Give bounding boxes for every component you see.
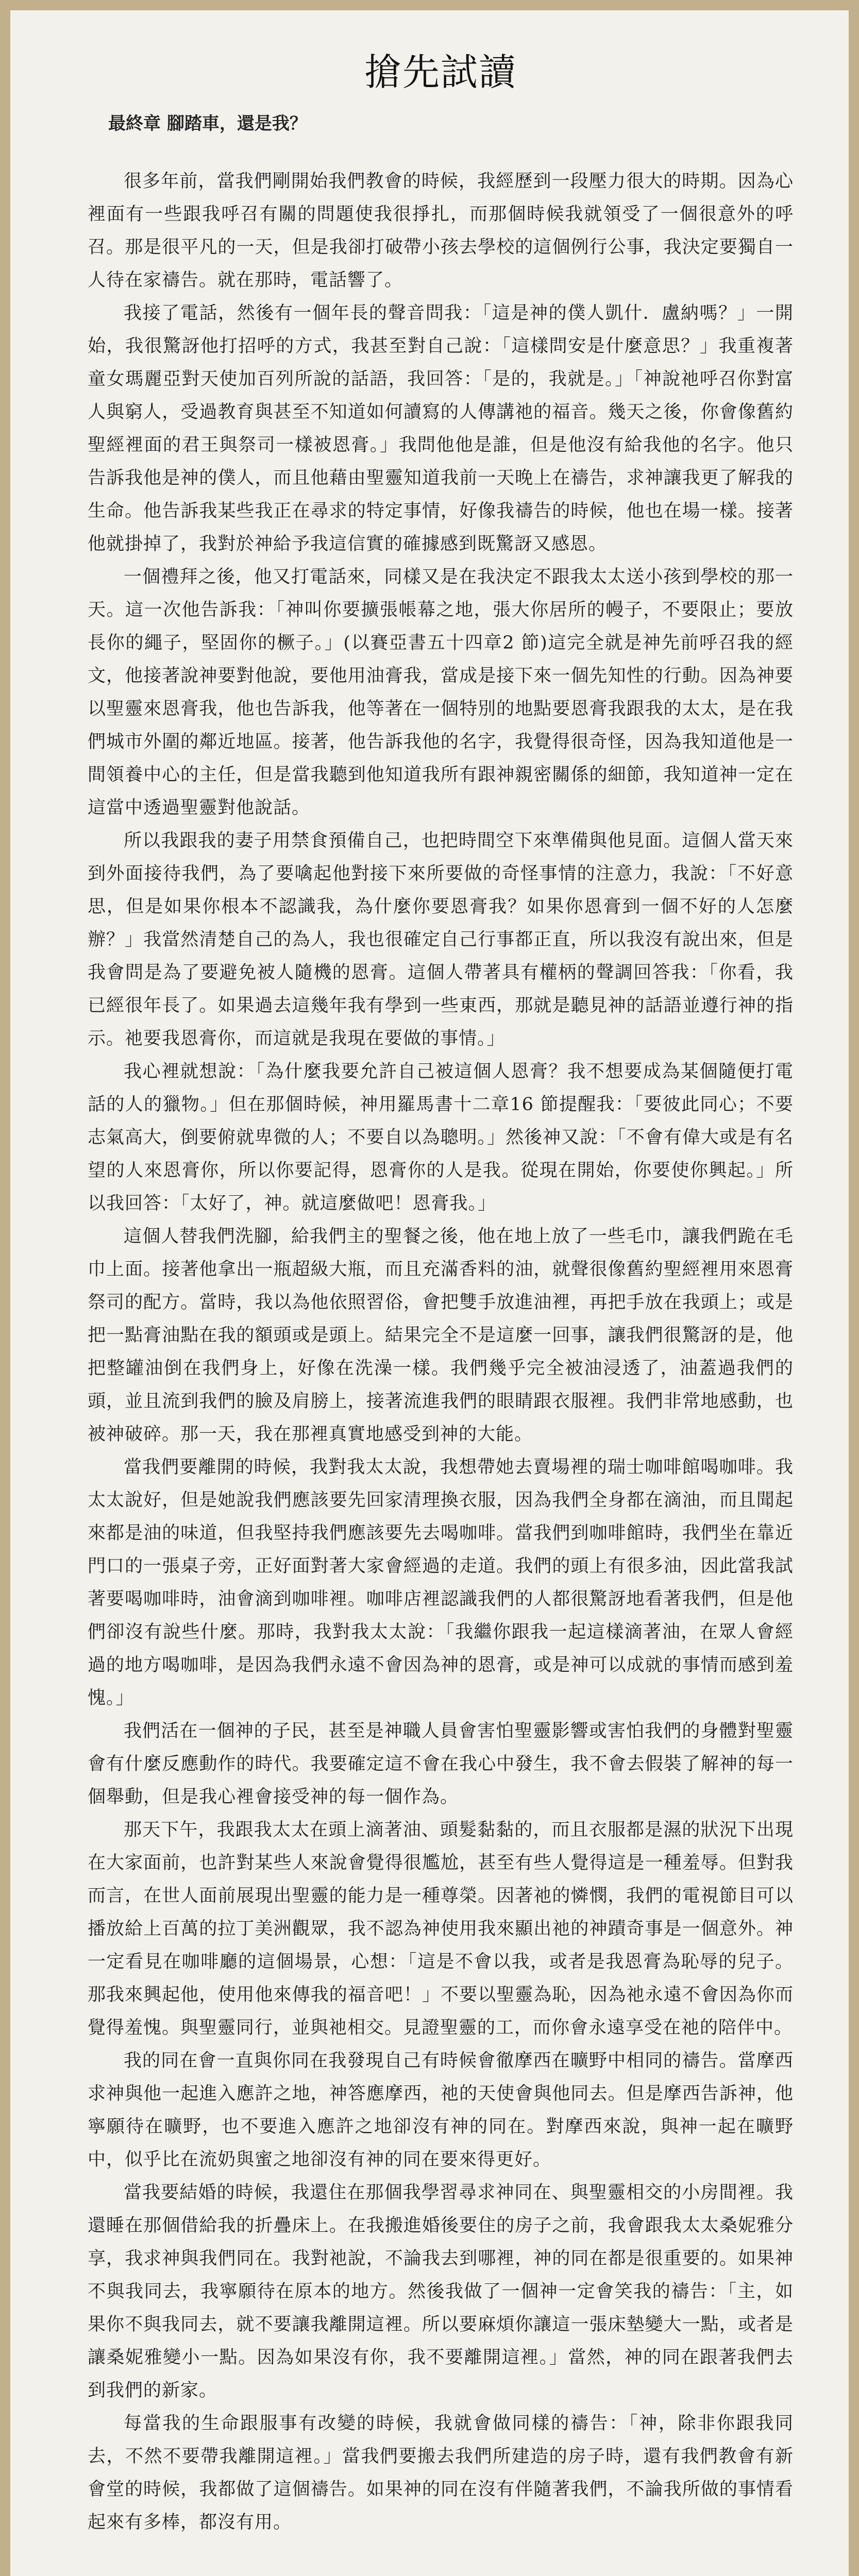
body-text	[88, 165, 794, 2539]
paragraph: 這個人替我們洗腳，給我們主的聖餐之後，他在地上放了一些毛巾，讓我們跪在毛巾上面。接著他拿出一瓶超級大瓶，而且充滿香料的油，就聲很像舊約聖經裡用來恩膏祭司的配方。當時，我以為他依照習俗，會把雙手放進油裡，再把手放在我頭上；或是把一點膏油點在我的額頭或是頭上。結果完全不是這麼一回事，讓我們很驚訝的是，他把整罐油倒在我們身上，好像在洗澡一樣。我們幾乎完全被油浸透了，油蓋過我們的頭，並且流到我們的臉及肩膀上，接著流進我們的眼睛跟衣服裡。我們非常地感動，也被神破碎。那一天，我在那裡真實地感受到神的大能。	[88, 1226, 794, 1445]
paragraph: 我接了電話，然後有一個年長的聲音問我：「這是神的僕人凱什．盧納嗎？」一開始，我很驚訝他打招呼的方式，我甚至對自己說：「這樣問安是什麼意思？」我重複著童女瑪麗亞對天使加百列所說的話語，我回答：「是的，我就是。」「神說祂呼召你對富人與窮人，受過教育與甚至不知道如何讀寫的人傳講祂的福音。幾天之後，你會像舊約聖經裡面的君王與祭司一樣被恩膏。」我問他他是誰，但是他沒有給我他的名字。他只告訴我他是神的僕人，而且他藉由聖靈知道我前一天晚上在禱告，求神讓我更了解我的生命。他告訴我某些我正在尋求的特定事情，好像我禱告的時候，他也在場一樣。接著他就掛掉了，我對於神給予我這信實的確據感到既驚訝又感恩。	[88, 303, 794, 554]
chapter-heading: 最終章 腳踏車，還是我？	[108, 113, 307, 134]
page-title: 搶先試讀	[364, 50, 517, 94]
paragraph: 當我們要離開的時候，我對我太太說，我想帶她去賣場裡的瑞士咖啡館喝咖啡。我太太說好，但是她說我們應該要先回家清理換衣服，因為我們全身都在滴油，而且聞起來都是油的味道，但我堅持我們應該要先去喝咖啡。當我們到咖啡館時，我們坐在靠近門口的一張桌子旁，正好面對著大家會經過的走道。我們的頭上有很多油，因此當我試著要喝咖啡時，油會滴到咖啡裡。咖啡店裡認識我們的人都很驚訝地看著我們，但是他們卻沒有說些什麼。那時，我對我太太說：「我繼你跟我一起這樣滴著油，在眾人會經過的地方喝咖啡，是因為我們永遠不會因為神的恩膏，或是神可以成就的事情而感到羞愧。」	[88, 1457, 794, 1708]
paragraph: 每當我的生命跟服事有改變的時候，我就會做同樣的禱告：「神，除非你跟我同去，不然不要帶我離開這裡。」當我們要搬去我們所建造的房子時，還有我們教會有新會堂的時候，我都做了這個禱告。如果神的同在沒有伴隨著我們，不論我所做的事情看起來有多棒，都沒有用。	[88, 2413, 794, 2533]
paragraph: 我的同在會一直與你同在我發現自己有時候會徹摩西在曠野中相同的禱告。當摩西求神與他一起進入應許之地，神答應摩西，祂的天使會與他同去。但是摩西告訴神，他寧願待在曠野，也不要進入應許之地卻沒有神的同在。對摩西來說，與神一起在曠野中，似乎比在流奶與蜜之地卻沒有神的同在要來得更好。	[88, 2050, 794, 2170]
paragraph: 一個禮拜之後，他又打電話來，同樣又是在我決定不跟我太太送小孩到學校的那一天。這一次他告訴我：「神叫你要擴張帳幕之地，張大你居所的幔子，不要限止；要放長你的繩子，堅固你的橛子。」(以賽亞書五十四章2 節)這完全就是神先前呼召我的經文，他接著說神要對他說，要他用油膏我，當成是接下來一個先知性的行動。因為神要以聖靈來恩膏我，他也告訴我，他等著在一個特別的地點要恩膏我跟我的太太，是在我們城市外圍的鄰近地區。接著，他告訴我他的名字，我覺得很奇怪，因為我知道他是一間領養中心的主任，但是當我聽到他知道我所有跟神親密關係的細節，我知道神一定在這當中透過聖靈對他說話。	[88, 567, 794, 818]
paragraph: 我們活在一個神的子民，甚至是神職人員會害怕聖靈影響或害怕我們的身體對聖靈會有什麼反應動作的時代。我要確定這不會在我心中發生，我不會去假裝了解神的每一個舉動，但是我心裡會接受神的每一個作為。	[88, 1721, 794, 1807]
paragraph: 那天下午，我跟我太太在頭上滴著油、頭髮黏黏的，而且衣服都是濕的狀況下出現在大家面前，也許對某些人來說會覺得很尷尬，甚至有些人覺得這是一種羞辱。但對我而言，在世人面前展現出聖靈的能力是一種尊榮。因著祂的憐憫，我們的電視節目可以播放給上百萬的拉丁美洲觀眾，我不認為神使用我來顯出祂的神蹟奇事是一個意外。神一定看見在咖啡廳的這個場景，心想：「這是不會以我，或者是我恩膏為恥辱的兒子。那我來興起他，使用他來傳我的福音吧！」不要以聖靈為恥，因為祂永遠不會因為你而覺得羞愧。與聖靈同行，並與祂相交。見證聖靈的工，而你會永遠享受在祂的陪伴中。	[88, 1820, 794, 2038]
paragraph: 所以我跟我的妻子用禁食預備自己，也把時間空下來準備與他見面。這個人當天來到外面接待我們，為了要噙起他對接下來所要做的奇怪事情的注意力，我說：「不好意思，但是如果你根本不認識我，為什麼你要恩膏我？如果你恩膏到一個不好的人怎麼辦？」我當然清楚自己的為人，我也很確定自己行事都正直，所以我沒有說出來，但是我會問是為了要避免被人隨機的恩膏。這個人帶著具有權柄的聲調回答我：「你看，我已經很年長了。如果過去這幾年我有學到一些東西，那就是聽見神的話語並遵行神的指示。祂要我恩膏你，而這就是我現在要做的事情。」	[88, 831, 794, 1049]
paragraph: 當我要結婚的時候，我還住在那個我學習尋求神同在、與聖靈相交的小房間裡。我還睡在那個借給我的折疊床上。在我搬進婚後要住的房子之前，我會跟我太太桑妮雅分享，我求神與我們同在。我對祂說，不論我去到哪裡，神的同在都是很重要的。如果神不與我同去，我寧願待在原本的地方。然後我做了一個神一定會笑我的禱告：「主，如果你不與我同去，就不要讓我離開這裡。所以要麻煩你讓這一張床墊變大一點，或者是讓桑妮雅變小一點。因為如果沒有你，我不要離開這裡。」當然，神的同在跟著我們去到我們的新家。	[88, 2182, 794, 2401]
paragraph: 很多年前，當我們剛開始我們教會的時候，我經歷到一段壓力很大的時期。因為心裡面有一些跟我呼召有關的問題使我很掙扎，而那個時候我就領受了一個很意外的呼召。那是很平凡的一天，但是我卻打破帶小孩去學校的這個例行公事，我決定要獨自一人待在家禱告。就在那時，電話響了。	[88, 171, 794, 291]
document-page	[88, 46, 794, 2576]
paragraph: 我心裡就想說：「為什麼我要允許自己被這個人恩膏？我不想要成為某個隨便打電話的人的獵物。」但在那個時候，神用羅馬書十二章16 節提醒我：「要彼此同心；不要志氣高大，倒要俯就卑微的人；不要自以為聰明。」然後神又說：「不會有偉大或是有名望的人來恩膏你，所以你要記得，恩膏你的人是我。從現在開始，你要使你興起。」所以我回答：「太好了，神。就這麼做吧！恩膏我。」	[88, 1061, 794, 1214]
